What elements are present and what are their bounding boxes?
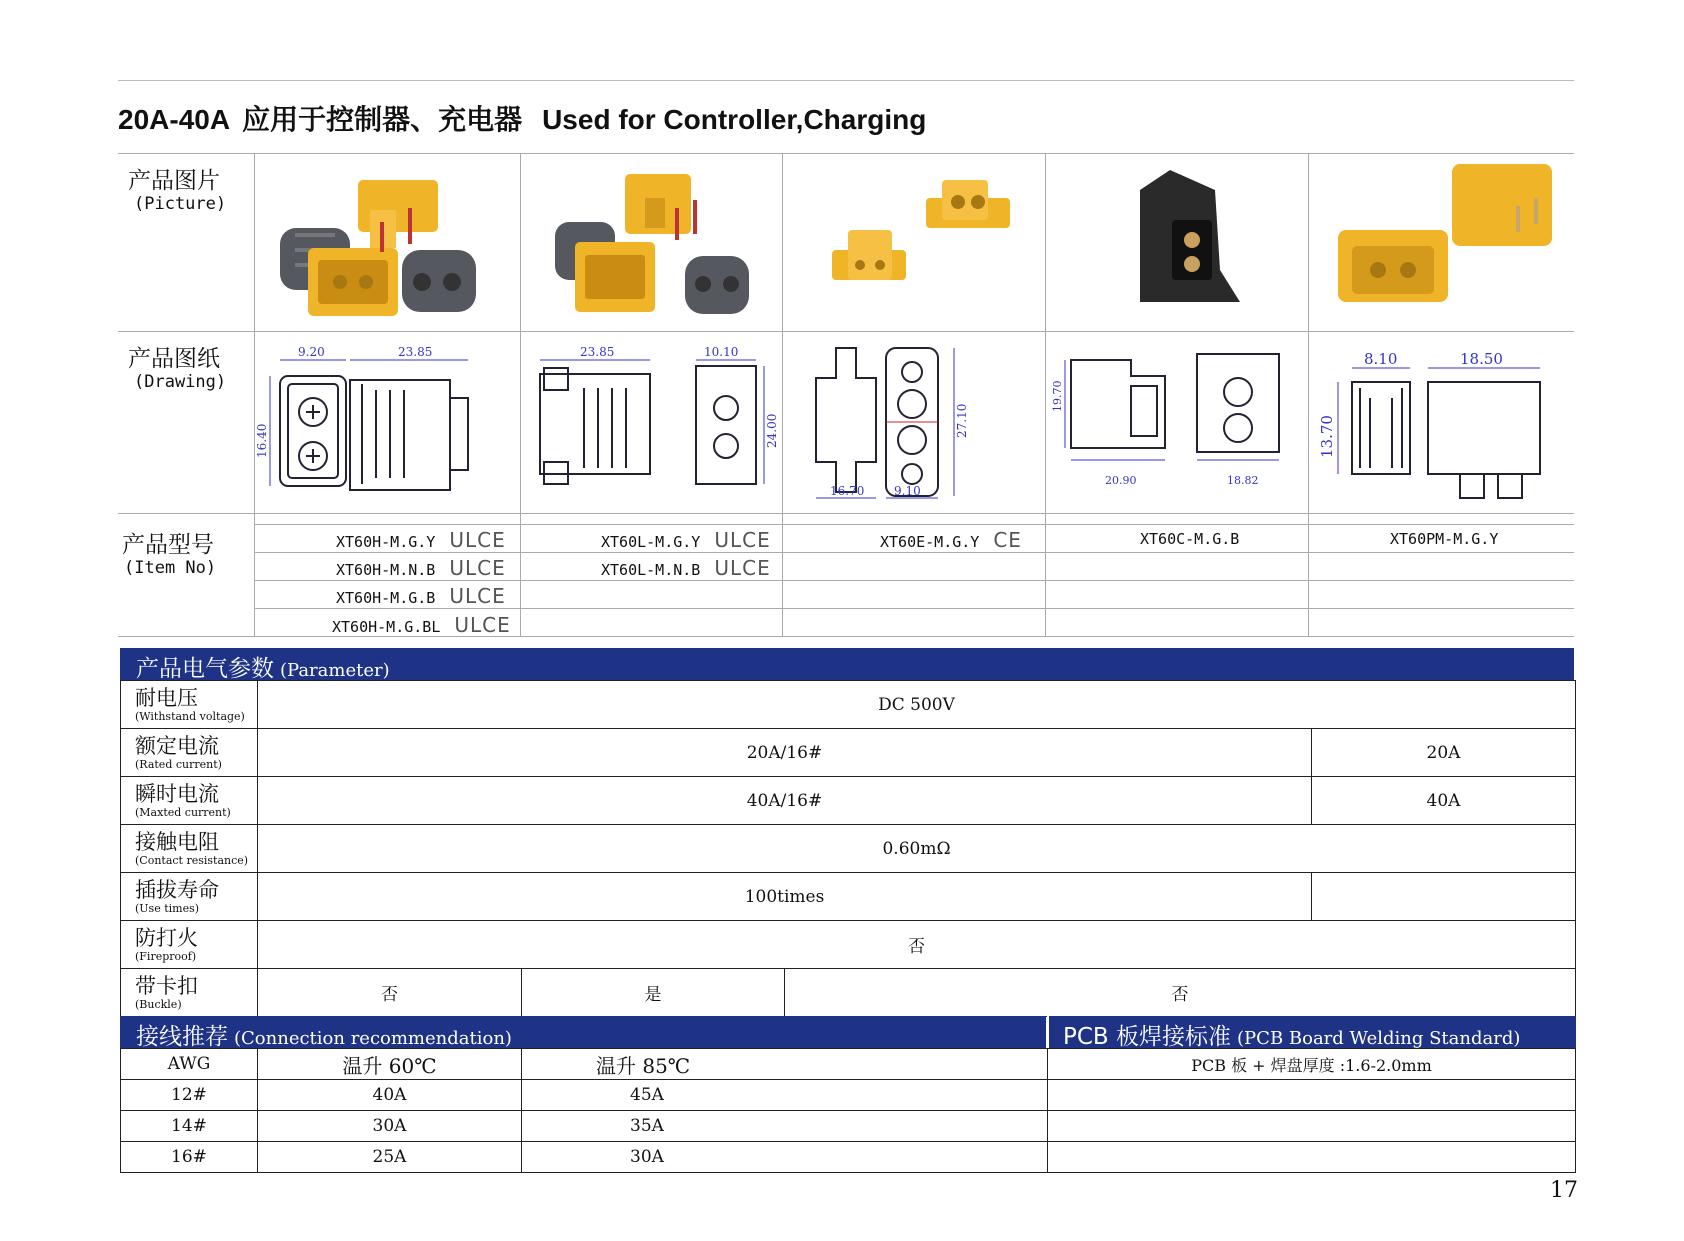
table-cell: 14# — [121, 1111, 258, 1142]
param-row — [121, 729, 1576, 777]
param-row — [121, 681, 1576, 729]
connection-table — [120, 1048, 1576, 1173]
table-cell: 0.60mΩ — [258, 825, 1576, 873]
text: 瞬时电流 — [135, 782, 219, 806]
dimension-label: 20.90 — [1105, 474, 1137, 487]
grid-line — [254, 552, 1574, 553]
item-no — [336, 528, 506, 552]
text — [136, 1018, 512, 1051]
text: 产品电气参数 — [136, 656, 274, 682]
text — [1063, 1018, 1520, 1051]
grid-line — [118, 153, 1574, 154]
picture-label: 产品图片 — [128, 168, 220, 194]
page-title — [118, 98, 926, 138]
item-no — [336, 556, 506, 580]
table-cell: 否 — [785, 969, 1576, 1017]
dimension-label: 16.70 — [830, 484, 865, 498]
text: XT60H-M.G.BL — [332, 618, 441, 636]
table-cell: 20A/16# — [258, 729, 1312, 777]
drawing-label: 产品图纸 — [128, 346, 220, 372]
xt60h-picture — [270, 160, 510, 325]
table-cell: 45A — [522, 1080, 1048, 1111]
text: XT60L-M.N.B — [601, 561, 701, 579]
xt60h-drawing — [255, 338, 516, 510]
text: (Use times) — [135, 902, 200, 915]
table-cell — [121, 681, 258, 729]
grid-line — [520, 153, 521, 636]
text: XT60H-M.N.B — [336, 561, 436, 579]
conn-row — [121, 1049, 1576, 1080]
text: (Buckle) — [135, 998, 182, 1011]
dimension-label: 24.00 — [765, 413, 779, 448]
grid-line — [118, 513, 1574, 514]
table-cell — [121, 825, 258, 873]
item-no — [336, 584, 506, 608]
item-no — [332, 613, 511, 637]
xt60l-drawing — [524, 338, 778, 510]
text: 带卡扣 — [135, 974, 198, 998]
text: 接线推荐 — [136, 1024, 228, 1050]
table-cell: 40A — [258, 1080, 522, 1111]
ul-ce-mark: ULCE — [714, 556, 771, 580]
xt60pm-picture — [1330, 160, 1565, 325]
item-label: 产品型号 — [122, 532, 214, 558]
text: (Contact resistance) — [135, 854, 249, 867]
conn-row — [121, 1111, 1576, 1142]
table-cell: 否 — [258, 921, 1576, 969]
param-row — [121, 969, 1576, 1017]
xt60l-picture — [535, 160, 770, 325]
parameter-band — [120, 648, 1574, 680]
grid-line — [1045, 153, 1046, 636]
grid-line — [254, 524, 1574, 525]
param-row — [121, 873, 1576, 921]
ce-mark: CE — [993, 528, 1022, 552]
table-cell: 温升 60℃ — [258, 1049, 522, 1080]
table-cell: AWG — [121, 1049, 258, 1080]
table-cell: 12# — [121, 1080, 258, 1111]
text: (Parameter) — [280, 660, 390, 681]
grid-line — [782, 153, 783, 636]
dimension-label: 9.20 — [298, 345, 325, 359]
grid-line — [118, 331, 1574, 332]
table-cell: 25A — [258, 1142, 522, 1173]
conn-row — [121, 1080, 1576, 1111]
table-cell: 35A — [522, 1111, 1048, 1142]
text: (Maxted current) — [135, 806, 231, 819]
text: (Withstand voltage) — [135, 710, 245, 723]
ul-ce-mark: ULCE — [714, 528, 771, 552]
item-no — [601, 556, 771, 580]
table-cell — [1048, 1111, 1576, 1142]
table-cell — [1312, 873, 1576, 921]
text — [136, 650, 390, 683]
text: 接触电阻 — [135, 830, 219, 854]
item-label-en: (Item No) — [124, 558, 217, 578]
param-row — [121, 825, 1576, 873]
table-cell — [121, 969, 258, 1017]
param-row — [121, 777, 1576, 825]
table-cell: 30A — [522, 1142, 1048, 1173]
table-cell: PCB 板 + 焊盘厚度 :1.6-2.0mm — [1048, 1049, 1576, 1080]
conn-row — [121, 1142, 1576, 1173]
title-range: 20A-40A — [118, 104, 231, 135]
table-cell: 16# — [121, 1142, 258, 1173]
table-cell — [121, 777, 258, 825]
dimension-label: 23.85 — [580, 345, 615, 359]
table-cell — [1048, 1142, 1576, 1173]
connection-band — [120, 1016, 1046, 1048]
text: (PCB Board Welding Standard) — [1237, 1028, 1521, 1049]
ul-ce-mark: ULCE — [449, 584, 506, 608]
text: 插拔寿命 — [135, 878, 219, 902]
drawing-label-en: (Drawing) — [134, 372, 227, 392]
item-no: XT60C-M.G.B — [1140, 530, 1240, 548]
dimension-label: 16.40 — [255, 423, 269, 458]
table-cell: 40A — [1312, 777, 1576, 825]
text: 额定电流 — [135, 734, 219, 758]
xt60pm-drawing — [1312, 338, 1570, 510]
item-no — [880, 528, 1022, 552]
table-cell: DC 500V — [258, 681, 1576, 729]
parameter-table — [120, 680, 1576, 1017]
table-cell: 30A — [258, 1111, 522, 1142]
dimension-label: 19.70 — [1051, 380, 1064, 412]
table-cell: 否 — [258, 969, 522, 1017]
grid-line — [254, 580, 1574, 581]
picture-label-en: (Picture) — [134, 194, 227, 214]
ul-ce-mark: ULCE — [449, 556, 506, 580]
text: (Connection recommendation) — [234, 1028, 512, 1049]
table-cell: 20A — [1312, 729, 1576, 777]
ul-ce-mark: ULCE — [454, 613, 511, 637]
grid-line — [1308, 153, 1309, 636]
dimension-label: 27.10 — [955, 403, 969, 438]
xt60c-picture — [1120, 160, 1250, 325]
table-cell — [121, 921, 258, 969]
dimension-label: 18.50 — [1460, 350, 1503, 368]
top-rule — [118, 80, 1574, 81]
dimension-label: 18.82 — [1227, 474, 1259, 487]
text: XT60H-M.G.B — [336, 589, 436, 607]
title-en: Used for Controller,Charging — [542, 104, 927, 135]
item-no — [601, 528, 771, 552]
dimension-label: 9.10 — [894, 484, 921, 498]
param-row — [121, 921, 1576, 969]
text: (Fireproof) — [135, 950, 197, 963]
page-number: 17 — [1550, 1178, 1578, 1203]
dimension-label: 10.10 — [704, 345, 739, 359]
text: PCB 板焊接标准 — [1063, 1024, 1232, 1050]
title-zh: 应用于控制器、充电器 — [242, 104, 523, 135]
text: (Rated current) — [135, 758, 222, 771]
text: 耐电压 — [135, 686, 198, 710]
text: XT60L-M.G.Y — [601, 533, 701, 551]
table-cell: 是 — [522, 969, 785, 1017]
ul-ce-mark: ULCE — [449, 528, 506, 552]
xt60c-drawing — [1049, 338, 1305, 510]
text: 防打火 — [135, 926, 198, 950]
xt60e-picture — [800, 160, 1030, 325]
table-cell — [1048, 1080, 1576, 1111]
dimension-label: 13.70 — [1318, 415, 1336, 458]
table-cell: 100times — [258, 873, 1312, 921]
table-cell: 温升 85℃ — [522, 1049, 1048, 1080]
table-cell: 40A/16# — [258, 777, 1312, 825]
dimension-label: 8.10 — [1364, 350, 1398, 368]
grid-line — [254, 153, 255, 636]
text: XT60E-M.G.Y — [880, 533, 980, 551]
table-cell — [121, 729, 258, 777]
grid-line — [254, 608, 1574, 609]
xt60e-drawing — [786, 338, 1042, 510]
item-no: XT60PM-M.G.Y — [1390, 530, 1499, 548]
table-cell — [121, 873, 258, 921]
text: XT60H-M.G.Y — [336, 533, 436, 551]
dimension-label: 23.85 — [398, 345, 433, 359]
pcb-band — [1047, 1016, 1576, 1048]
